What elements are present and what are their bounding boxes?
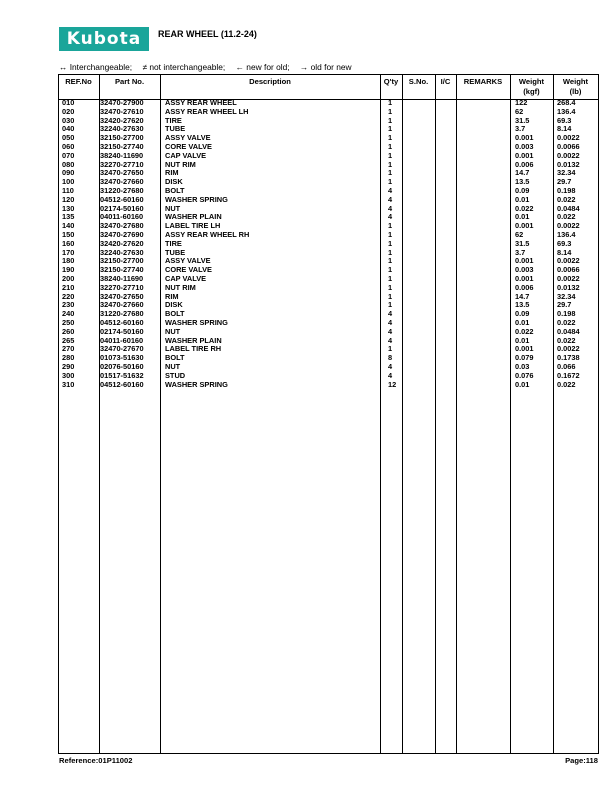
qty-cell: 1 — [388, 221, 393, 231]
qty-cell: 1 — [388, 256, 393, 266]
weight-lb-cell: 0.0132 — [557, 159, 580, 169]
qty-cell: 1 — [388, 273, 393, 283]
part-number-cell: 04512-60160 — [100, 194, 144, 204]
weight-lb-cell: 0.0022 — [557, 133, 580, 143]
part-number-cell: 04512-60160 — [100, 379, 144, 389]
description-cell: LABEL TIRE RH — [165, 344, 222, 354]
qty-cell: 1 — [388, 177, 393, 187]
page-number: Page:118 — [565, 756, 598, 765]
part-number-cell: 32470-27680 — [100, 221, 144, 231]
description-cell: TIRE — [165, 115, 182, 125]
weight-lb-cell: 0.022 — [557, 335, 576, 345]
ref-cell: 050 — [62, 133, 75, 143]
header-weight-lb-line1: Weight — [562, 77, 589, 86]
qty-cell: 1 — [388, 238, 393, 248]
weight-kgf-cell: 0.001 — [515, 273, 534, 283]
header-weight-lb — [553, 77, 598, 97]
header-sno: S.No. — [408, 77, 429, 86]
weight-lb-cell: 0.022 — [557, 212, 576, 222]
part-number-cell: 32240-27630 — [100, 247, 144, 257]
ref-cell: 270 — [62, 344, 75, 354]
weight-lb-cell: 136.4 — [557, 106, 576, 116]
description-cell: CAP VALVE — [165, 150, 207, 160]
part-number-cell: 02174-50160 — [100, 203, 144, 213]
part-number-cell: 04512-60160 — [100, 317, 144, 327]
header-weight-lb-line2: (lb) — [569, 87, 582, 96]
description-cell: DISK — [165, 177, 183, 187]
qty-cell: 4 — [388, 212, 393, 222]
ref-cell: 020 — [62, 106, 75, 116]
qty-cell: 4 — [388, 361, 393, 371]
weight-kgf-cell: 0.01 — [515, 317, 530, 327]
weight-kgf-cell: 0.022 — [515, 326, 534, 336]
part-number-cell: 32150-27700 — [100, 133, 144, 143]
part-number-cell: 32150-27700 — [100, 256, 144, 266]
header-ic: I/C — [440, 77, 451, 86]
weight-kgf-cell: 0.09 — [515, 309, 530, 319]
qty-cell: 1 — [388, 133, 393, 143]
qty-cell: 4 — [388, 370, 393, 380]
ref-cell: 170 — [62, 247, 75, 257]
part-number-cell: 32270-27710 — [100, 159, 144, 169]
ref-cell: 120 — [62, 194, 75, 204]
weight-kgf-cell: 14.7 — [515, 291, 530, 301]
description-cell: BOLT — [165, 309, 185, 319]
qty-cell: 1 — [388, 265, 393, 275]
part-number-cell: 31220-27680 — [100, 185, 144, 195]
description-cell: NUT — [165, 326, 181, 336]
description-cell: CORE VALVE — [165, 141, 212, 151]
weight-lb-cell: 0.1672 — [557, 370, 580, 380]
part-number-cell: 32420-27620 — [100, 115, 144, 125]
qty-cell: 1 — [388, 98, 393, 107]
weight-kgf-cell: 3.7 — [515, 124, 526, 134]
description-cell: WASHER SPRING — [165, 317, 228, 327]
weight-kgf-cell: 0.079 — [515, 353, 534, 363]
ref-cell: 250 — [62, 317, 75, 327]
legend-interchangeable: ↔ Interchangeable; — [59, 62, 133, 72]
weight-lb-cell: 0.0022 — [557, 221, 580, 231]
qty-cell: 1 — [388, 168, 393, 178]
qty-cell: 4 — [388, 194, 393, 204]
weight-kgf-cell: 0.001 — [515, 133, 534, 143]
description-cell: BOLT — [165, 185, 185, 195]
weight-lb-cell: 32.34 — [557, 291, 576, 301]
part-number-cell: 32420-27620 — [100, 238, 144, 248]
logo-text: Kubota — [66, 29, 142, 49]
interchangeability-legend — [59, 62, 360, 72]
qty-cell: 4 — [388, 185, 393, 195]
header-weight-kgf — [510, 77, 553, 97]
part-number-cell: 32470-27900 — [100, 98, 144, 107]
qty-cell: 1 — [388, 229, 393, 239]
weight-kgf-cell: 0.01 — [515, 212, 530, 222]
kubota-logo — [59, 27, 149, 51]
description-cell: ASSY REAR WHEEL LH — [165, 106, 249, 116]
description-cell: NUT RIM — [165, 159, 196, 169]
weight-lb-cell: 0.0132 — [557, 282, 580, 292]
qty-cell: 1 — [388, 115, 393, 125]
ref-cell: 260 — [62, 326, 75, 336]
weight-lb-cell: 8.14 — [557, 247, 572, 257]
weight-lb-cell: 0.0022 — [557, 273, 580, 283]
qty-cell: 1 — [388, 141, 393, 151]
weight-kgf-cell: 0.006 — [515, 282, 534, 292]
weight-kgf-cell: 0.001 — [515, 256, 534, 266]
weight-kgf-cell: 62 — [515, 229, 524, 239]
legend-not-interchangeable: ≠ not interchangeable; — [142, 62, 226, 72]
description-cell: LABEL TIRE LH — [165, 221, 221, 231]
qty-cell: 4 — [388, 309, 393, 319]
description-cell: NUT — [165, 203, 181, 213]
weight-kgf-cell: 0.022 — [515, 203, 534, 213]
table-row — [58, 381, 599, 390]
weight-kgf-cell: 0.003 — [515, 141, 534, 151]
ref-cell: 200 — [62, 273, 75, 283]
weight-lb-cell: 0.066 — [557, 361, 576, 371]
weight-kgf-cell: 13.5 — [515, 300, 530, 310]
ref-cell: 240 — [62, 309, 75, 319]
part-number-cell: 32240-27630 — [100, 124, 144, 134]
description-cell: RIM — [165, 291, 179, 301]
qty-cell: 4 — [388, 203, 393, 213]
header-ref: REF.No — [65, 77, 92, 86]
part-number-cell: 32470-27610 — [100, 106, 144, 116]
part-number-cell: 32470-27650 — [100, 291, 144, 301]
weight-lb-cell: 0.0484 — [557, 203, 580, 213]
part-number-cell: 01517-51632 — [100, 370, 144, 380]
part-number-cell: 01073-51630 — [100, 353, 144, 363]
part-number-cell: 32470-27690 — [100, 229, 144, 239]
ref-cell: 040 — [62, 124, 75, 134]
ref-cell: 280 — [62, 353, 75, 363]
description-cell: CORE VALVE — [165, 265, 212, 275]
ref-cell: 300 — [62, 370, 75, 380]
legend-old-for-new: → old for new — [299, 62, 352, 72]
description-cell: WASHER SPRING — [165, 194, 228, 204]
weight-kgf-cell: 13.5 — [515, 177, 530, 187]
weight-kgf-cell: 0.01 — [515, 335, 530, 345]
part-number-cell: 32150-27740 — [100, 141, 144, 151]
ref-cell: 160 — [62, 238, 75, 248]
part-number-cell: 38240-11690 — [100, 273, 144, 283]
description-cell: NUT — [165, 361, 181, 371]
weight-lb-cell: 0.1738 — [557, 353, 580, 363]
description-cell: ASSY REAR WHEEL — [165, 98, 237, 107]
description-cell: DISK — [165, 300, 183, 310]
part-number-cell: 32470-27650 — [100, 168, 144, 178]
weight-kgf-cell: 31.5 — [515, 115, 530, 125]
ref-cell: 080 — [62, 159, 75, 169]
weight-lb-cell: 29.7 — [557, 300, 572, 310]
part-number-cell: 32150-27740 — [100, 265, 144, 275]
weight-kgf-cell: 0.03 — [515, 361, 530, 371]
ref-cell: 265 — [62, 335, 75, 345]
ref-cell: 070 — [62, 150, 75, 160]
ref-cell: 110 — [62, 185, 74, 195]
weight-lb-cell: 0.198 — [557, 185, 576, 195]
header-remarks: REMARKS — [463, 77, 503, 86]
part-number-cell: 32470-27660 — [100, 177, 144, 187]
description-cell: TIRE — [165, 238, 182, 248]
description-cell: WASHER SPRING — [165, 379, 228, 389]
description-cell: TUBE — [165, 124, 186, 134]
part-number-cell: 32270-27710 — [100, 282, 144, 292]
qty-cell: 12 — [388, 379, 397, 389]
weight-kgf-cell: 0.006 — [515, 159, 534, 169]
description-cell: RIM — [165, 168, 179, 178]
weight-kgf-cell: 0.001 — [515, 221, 534, 231]
weight-lb-cell: 69.3 — [557, 115, 572, 125]
description-cell: WASHER PLAIN — [165, 335, 222, 345]
header-description: Description — [249, 77, 291, 86]
weight-kgf-cell: 0.01 — [515, 379, 530, 389]
qty-cell: 1 — [388, 106, 393, 116]
weight-lb-cell: 29.7 — [557, 177, 572, 187]
weight-lb-cell: 0.0022 — [557, 344, 580, 354]
weight-lb-cell: 0.0484 — [557, 326, 580, 336]
weight-kgf-cell: 62 — [515, 106, 524, 116]
qty-cell: 1 — [388, 300, 393, 310]
weight-lb-cell: 136.4 — [557, 229, 576, 239]
header-qty: Q'ty — [383, 77, 399, 86]
qty-cell: 1 — [388, 159, 393, 169]
weight-kgf-cell: 0.09 — [515, 185, 530, 195]
header-part: Part No. — [114, 77, 145, 86]
page-title: REAR WHEEL (11.2-24) — [158, 29, 257, 39]
description-cell: ASSY VALVE — [165, 256, 211, 266]
legend-new-for-old: ← new for old; — [235, 62, 290, 72]
description-cell: ASSY REAR WHEEL RH — [165, 229, 250, 239]
part-number-cell: 04011-60160 — [100, 212, 144, 222]
part-number-cell: 32470-27670 — [100, 344, 144, 354]
weight-lb-cell: 0.0022 — [557, 256, 580, 266]
weight-kgf-cell: 14.7 — [515, 168, 530, 178]
weight-lb-cell: 0.0022 — [557, 150, 580, 160]
description-cell: STUD — [165, 370, 186, 380]
weight-lb-cell: 8.14 — [557, 124, 572, 134]
part-number-cell: 02076-50160 — [100, 361, 144, 371]
description-cell: CAP VALVE — [165, 273, 207, 283]
description-cell: WASHER PLAIN — [165, 212, 222, 222]
weight-lb-cell: 32.34 — [557, 168, 576, 178]
ref-cell: 010 — [62, 98, 75, 107]
description-cell: ASSY VALVE — [165, 133, 211, 143]
qty-cell: 1 — [388, 291, 393, 301]
qty-cell: 1 — [388, 150, 393, 160]
ref-cell: 135 — [62, 212, 75, 222]
weight-lb-cell: 0.0066 — [557, 141, 580, 151]
weight-kgf-cell: 0.01 — [515, 194, 530, 204]
weight-kgf-cell: 0.003 — [515, 265, 534, 275]
parts-rows — [58, 99, 599, 389]
ref-cell: 090 — [62, 168, 75, 178]
qty-cell: 1 — [388, 124, 393, 134]
weight-lb-cell: 0.022 — [557, 194, 576, 204]
weight-kgf-cell: 0.076 — [515, 370, 534, 380]
ref-cell: 060 — [62, 141, 75, 151]
qty-cell: 8 — [388, 353, 393, 363]
qty-cell: 4 — [388, 335, 393, 345]
qty-cell: 1 — [388, 282, 393, 292]
weight-lb-cell: 0.198 — [557, 309, 576, 319]
weight-lb-cell: 0.0066 — [557, 265, 580, 275]
ref-cell: 230 — [62, 300, 75, 310]
weight-kgf-cell: 3.7 — [515, 247, 526, 257]
ref-cell: 150 — [62, 229, 75, 239]
ref-cell: 210 — [62, 282, 75, 292]
qty-cell: 1 — [388, 344, 393, 354]
description-cell: NUT RIM — [165, 282, 196, 292]
ref-cell: 220 — [62, 291, 75, 301]
header-weight-kgf-line2: (kgf) — [523, 87, 540, 96]
part-number-cell: 04011-60160 — [100, 335, 144, 345]
ref-cell: 140 — [62, 221, 75, 231]
ref-cell: 310 — [62, 379, 75, 389]
qty-cell: 4 — [388, 326, 393, 336]
weight-kgf-cell: 31.5 — [515, 238, 530, 248]
weight-lb-cell: 0.022 — [557, 379, 576, 389]
weight-lb-cell: 69.3 — [557, 238, 572, 248]
weight-kgf-cell: 0.001 — [515, 344, 534, 354]
weight-kgf-cell: 122 — [515, 98, 528, 107]
description-cell: TUBE — [165, 247, 186, 257]
qty-cell: 4 — [388, 317, 393, 327]
ref-cell: 130 — [62, 203, 75, 213]
weight-kgf-cell: 0.001 — [515, 150, 534, 160]
weight-lb-cell: 268.4 — [557, 98, 576, 107]
weight-lb-cell: 0.022 — [557, 317, 576, 327]
reference-number: Reference:01P11002 — [59, 756, 133, 765]
part-number-cell: 02174-50160 — [100, 326, 144, 336]
ref-cell: 190 — [62, 265, 75, 275]
part-number-cell: 31220-27680 — [100, 309, 144, 319]
description-cell: BOLT — [165, 353, 185, 363]
qty-cell: 1 — [388, 247, 393, 257]
part-number-cell: 38240-11690 — [100, 150, 144, 160]
ref-cell: 290 — [62, 361, 75, 371]
ref-cell: 030 — [62, 115, 75, 125]
ref-cell: 100 — [62, 177, 75, 187]
part-number-cell: 32470-27660 — [100, 300, 144, 310]
ref-cell: 180 — [62, 256, 75, 266]
header-weight-kgf-line1: Weight — [518, 77, 545, 86]
